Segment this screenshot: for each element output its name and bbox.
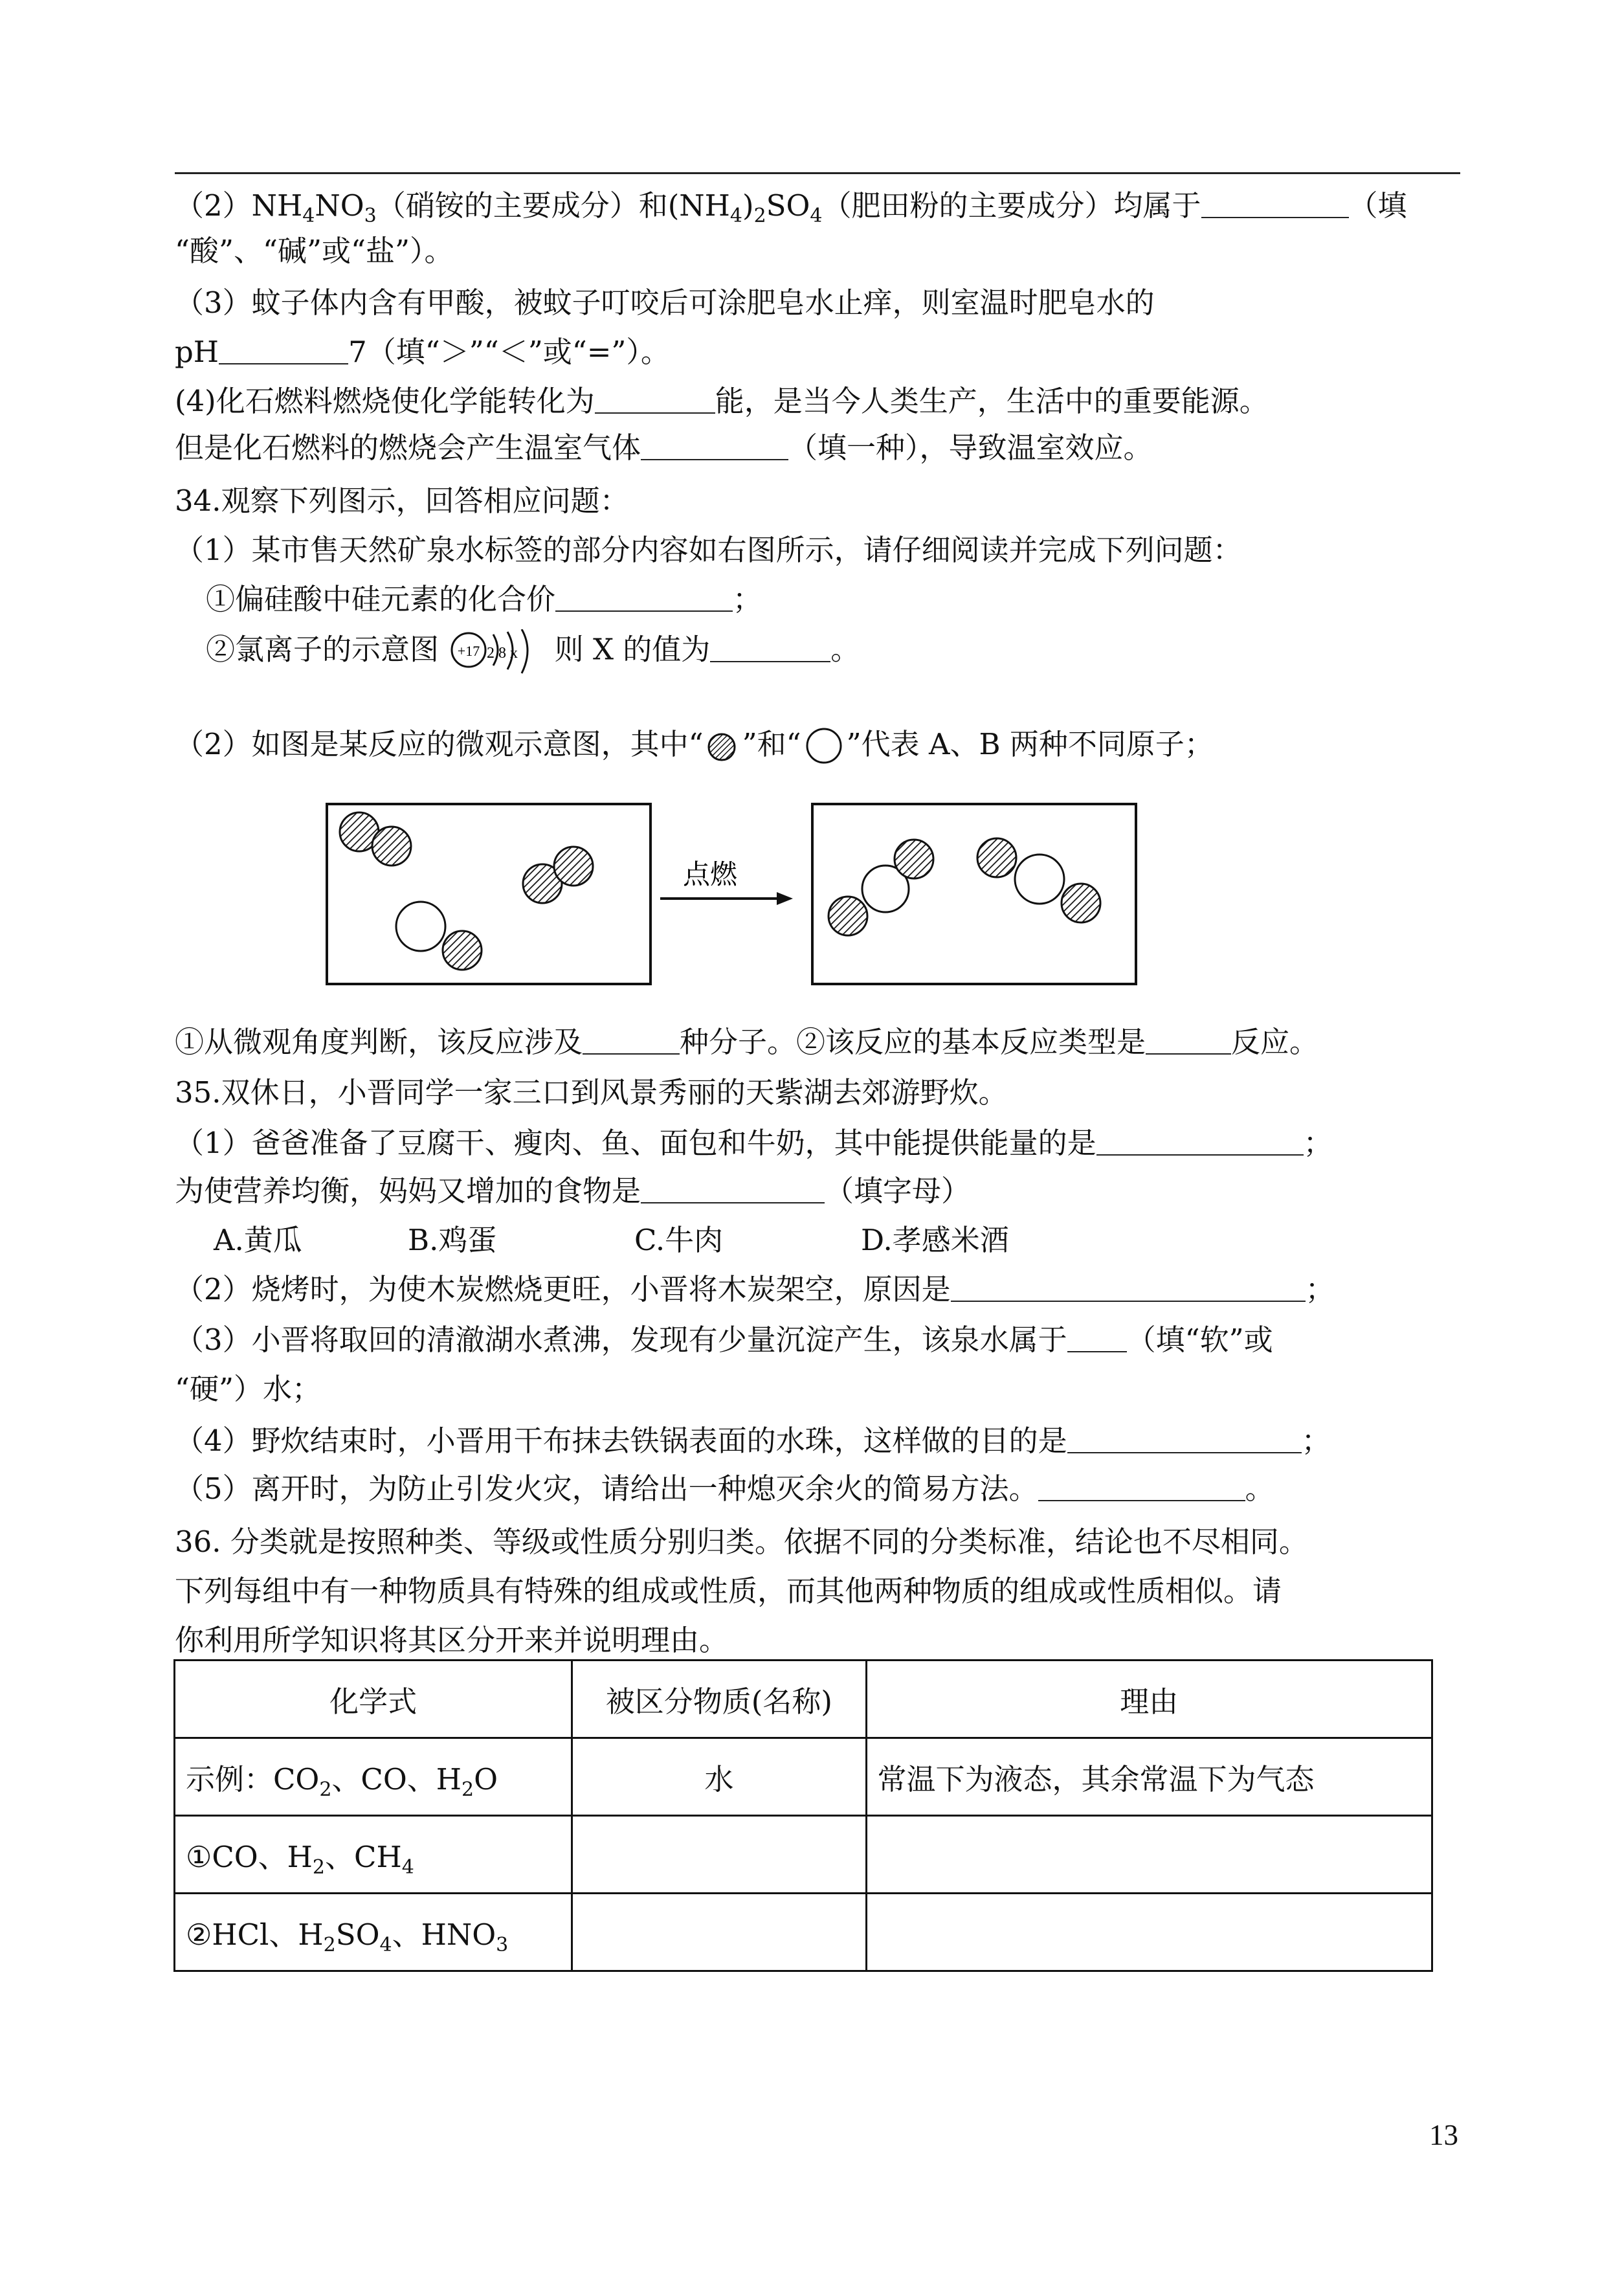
q34-part1-ii: ②氯离子的示意图 +17 2 8 x 则 X 的值为 。 xyxy=(206,629,860,675)
answer-blank[interactable] xyxy=(583,1025,680,1055)
answer-blank[interactable] xyxy=(555,582,733,612)
q33-part3-line2: pH 7（填“＞”“＜”或“=”）。 xyxy=(175,335,670,369)
table-header: 理由 xyxy=(866,1661,1432,1738)
option-c: C.牛肉 xyxy=(634,1223,724,1257)
option-d: D.孝感米酒 xyxy=(861,1223,1009,1257)
q35-part2: （2）烧烤时，为使木炭燃烧更旺，小晋将木炭架空，原因是 ； xyxy=(175,1272,1335,1306)
answer-blank[interactable] xyxy=(1067,1424,1302,1453)
reason-cell: 常温下为液态，其余常温下为气态 xyxy=(866,1738,1432,1816)
reaction-arrow xyxy=(660,858,793,905)
answer-blank[interactable] xyxy=(595,384,715,414)
answer-blank[interactable] xyxy=(710,632,830,662)
q36-line3: 你利用所学知识将其区分开来并说明理由。 xyxy=(175,1623,729,1657)
q35-part3-line1: （3）小晋将取回的清澈湖水煮沸，发现有少量沉淀产生，该泉水属于 （填“软”或 xyxy=(175,1323,1273,1357)
arrow-label: 点燃 xyxy=(683,858,738,890)
q34-part1: （1）某市售天然矿泉水标签的部分内容如右图所示，请仔细阅读并完成下列问题： xyxy=(175,533,1242,567)
header-rule xyxy=(175,172,1460,174)
answer-blank[interactable] xyxy=(1096,1126,1304,1156)
q35-part3-line2: “硬”）水； xyxy=(175,1372,322,1406)
answer-blank[interactable] xyxy=(1067,1323,1127,1352)
answer-blank[interactable] xyxy=(951,1272,1306,1302)
q34-part1-i: ①偏硅酸中硅元素的化合价 ； xyxy=(206,582,762,616)
q35-options xyxy=(214,1221,1009,1260)
reason-answer-cell[interactable] xyxy=(866,1894,1432,1971)
atom-b-open-icon xyxy=(801,728,847,766)
option-a: A.黄瓜 xyxy=(214,1223,302,1257)
reaction-micro-diagram xyxy=(317,793,1152,987)
q33-part4-line1: (4)化石燃料燃烧使化学能转化为 能，是当今人类生产，生活中的重要能源。 xyxy=(175,384,1269,418)
products-box xyxy=(812,804,1136,984)
table-header-row xyxy=(175,1661,1432,1738)
reactants-box xyxy=(327,804,651,984)
q33-part2-line2: “酸”、“碱”或“盐”）。 xyxy=(175,234,454,268)
q34-part2: （2）如图是某反应的微观示意图，其中“ ”和“ ”代表 A、B 两种不同原子； xyxy=(175,725,1214,766)
chloride-ion-diagram xyxy=(448,629,545,675)
q35-part1-line2: 为使营养均衡，妈妈又增加的食物是 （填字母） xyxy=(175,1174,971,1208)
answer-blank[interactable] xyxy=(641,431,788,460)
name-answer-cell[interactable] xyxy=(572,1816,866,1894)
name-answer-cell[interactable] xyxy=(572,1894,866,1971)
classification-table xyxy=(173,1659,1433,1972)
option-b: B.鸡蛋 xyxy=(408,1223,497,1257)
table-row xyxy=(175,1738,1432,1816)
q33-part3-line1: （3）蚊子体内含有甲酸，被蚊子叮咬后可涂肥皂水止痒，则室温时肥皂水的 xyxy=(175,285,1155,320)
answer-blank[interactable] xyxy=(1038,1471,1245,1501)
ion-nucleus-label: +17 xyxy=(458,643,480,659)
q35-part4: （4）野炊结束时，小晋用干布抹去铁锅表面的水珠，这样做的目的是 ； xyxy=(175,1424,1331,1458)
ion-shell-labels: 2 8 x xyxy=(487,645,518,662)
page-number: 13 xyxy=(1429,2119,1458,2151)
formula-cell: 示例：$CO_2$、CO、$H_2O$ xyxy=(175,1738,572,1816)
table-header: 被区分物质(名称) xyxy=(572,1661,866,1738)
atom-a-shaded-icon xyxy=(704,731,742,763)
formula-cell: ②HCl、$H_2SO_4$、$HNO_3$ xyxy=(175,1894,572,1971)
q34-title: 34.观察下列图示，回答相应问题： xyxy=(175,484,629,518)
answer-blank[interactable] xyxy=(1146,1025,1231,1055)
answer-blank[interactable] xyxy=(641,1174,825,1203)
name-cell: 水 xyxy=(572,1738,866,1816)
table-header: 化学式 xyxy=(175,1661,572,1738)
table-row xyxy=(175,1894,1432,1971)
q35-part1-line1: （1）爸爸准备了豆腐干、瘦肉、鱼、面包和牛奶，其中能提供能量的是 ； xyxy=(175,1126,1333,1160)
q34-part2-questions: ①从微观角度判断，该反应涉及 种分子。②该反应的基本反应类型是 反应。 xyxy=(175,1025,1319,1059)
table-row xyxy=(175,1816,1432,1894)
answer-blank[interactable] xyxy=(1201,188,1349,218)
q36-line2: 下列每组中有一种物质具有特殊的组成或性质，而其他两种物质的组成或性质相似。请 xyxy=(175,1574,1282,1608)
formula-cell: ①CO、$H_2$、$CH_4$ xyxy=(175,1816,572,1894)
q33-part2-line1: $(2)NH_4NO_3$（硝铵的主要成分）和$(NH_4)_2SO_4$（肥田粉的主要成分）均属于 （填 xyxy=(175,188,1407,227)
q36-line1: 36. 分类就是按照种类、等级或性质分别归类。依据不同的分类标准，结论也不尽相同。 xyxy=(175,1525,1308,1559)
q33-part4-line2: 但是化石燃料的燃烧会产生温室气体 （填一种），导致温室效应。 xyxy=(175,431,1153,465)
reason-answer-cell[interactable] xyxy=(866,1816,1432,1894)
q35-title: 35.双休日，小晋同学一家三口到风景秀丽的天紫湖去郊游野炊。 xyxy=(175,1075,1008,1110)
q35-part5: （5）离开时，为防止引发火灾，请给出一种熄灭余火的简易方法。 。 xyxy=(175,1471,1274,1506)
answer-blank[interactable] xyxy=(219,335,348,364)
